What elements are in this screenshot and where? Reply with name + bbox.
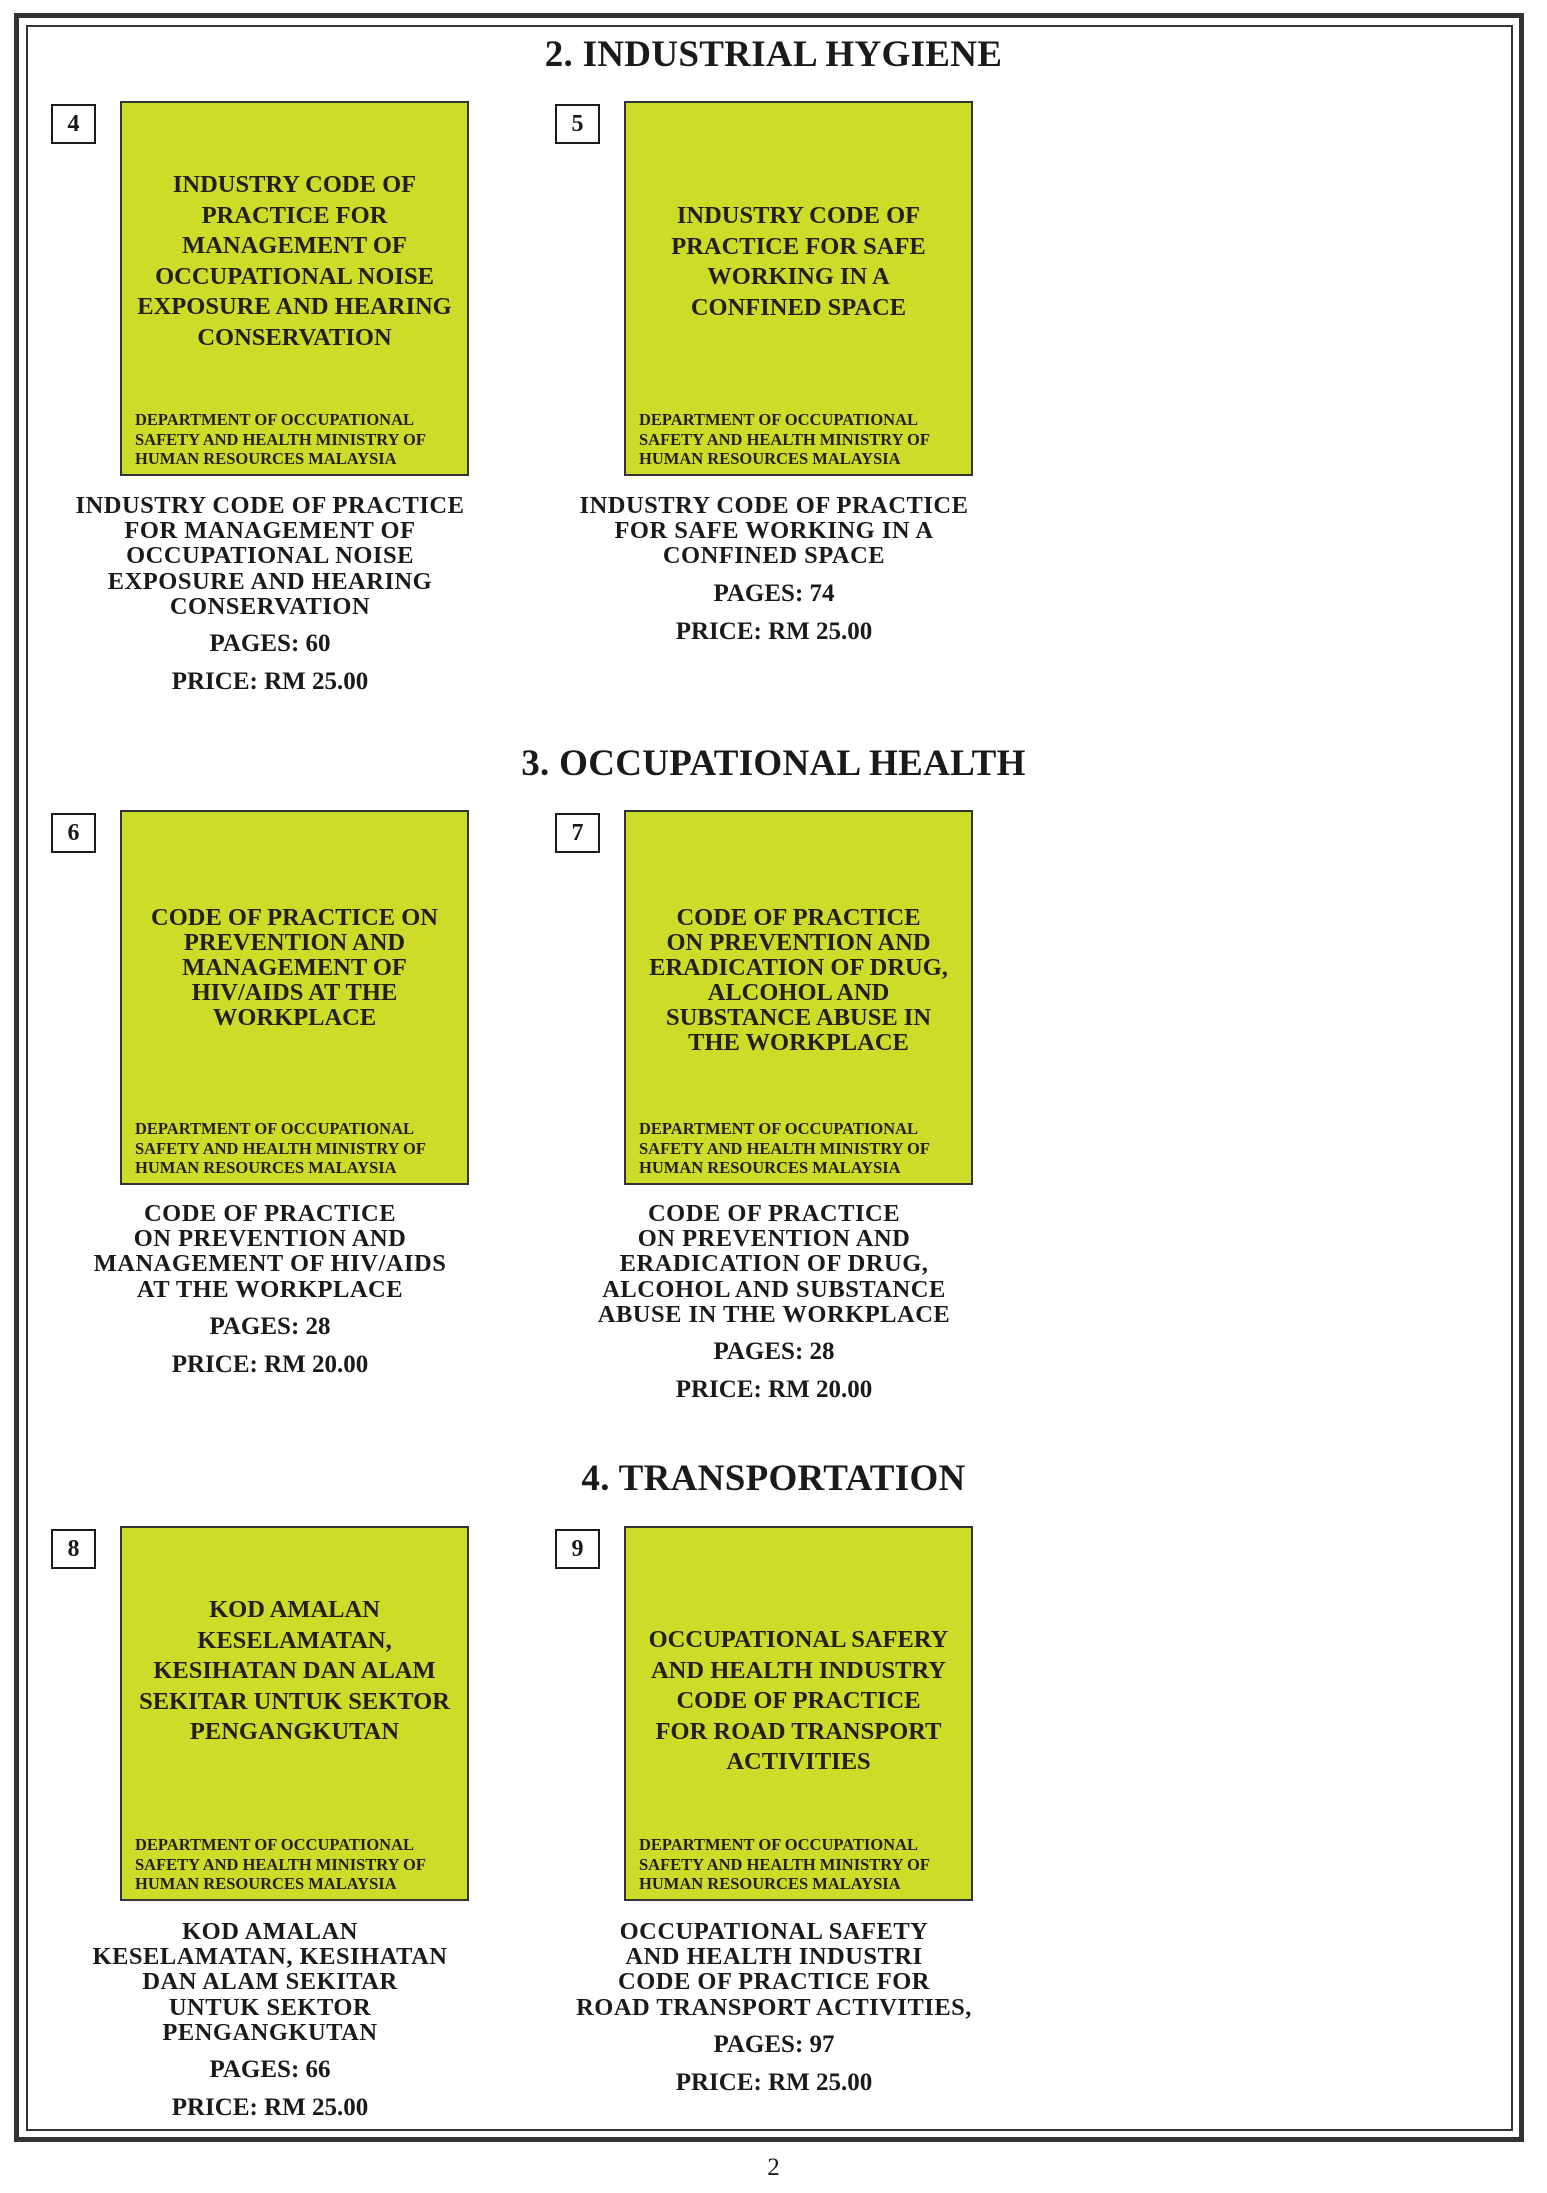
cover-title: CODE OF PRACTICE ON PREVENTION AND MANAGEMENT OF HIV/AIDS AT THE WORKPLACE xyxy=(151,904,438,1031)
book-title: CODE OF PRACTICE ON PREVENTION AND ERADICATION OF DRUG, ALCOHOL AND SUBSTANCE ABUSE IN THE WORKPLACE xyxy=(597,1200,951,1328)
cover-department: DEPARTMENT OF OCCUPATIONAL SAFETY AND HEALTH MINISTRY OF HUMAN RESOURCES MALAYSIA xyxy=(639,1835,930,1894)
book-price: PRICE: RM 20.00 xyxy=(171,1350,369,1378)
cover-department: DEPARTMENT OF OCCUPATIONAL SAFETY AND HEALTH MINISTRY OF HUMAN RESOURCES MALAYSIA xyxy=(639,410,930,469)
cover-department: DEPARTMENT OF OCCUPATIONAL SAFETY AND HEALTH MINISTRY OF HUMAN RESOURCES MALAYSIA xyxy=(639,1119,930,1178)
book-price: PRICE: RM 25.00 xyxy=(675,2068,873,2096)
item-number-badge: 6 xyxy=(51,813,96,853)
book-cover xyxy=(120,1526,469,1901)
item-number-badge: 5 xyxy=(555,104,600,144)
book-pages: PAGES: 60 xyxy=(209,630,331,658)
item-number-badge: 4 xyxy=(51,104,96,144)
book-caption xyxy=(544,1201,1004,1403)
section-title-occupational-health: 3. OCCUPATIONAL HEALTH xyxy=(521,743,1026,784)
book-cover xyxy=(624,1526,973,1901)
item-number-badge: 7 xyxy=(555,813,600,853)
book-pages: PAGES: 66 xyxy=(209,2056,331,2084)
section-title-transportation: 4. TRANSPORTATION xyxy=(581,1458,966,1499)
book-pages: PAGES: 74 xyxy=(713,579,835,607)
cover-title: OCCUPATIONAL SAFERY AND HEALTH INDUSTRY CODE OF PRACTICE FOR ROAD TRANSPORT ACTIVITIES xyxy=(648,1626,949,1775)
book-cover xyxy=(624,101,973,476)
book-title: KOD AMALAN KESELAMATAN, KESIHATAN DAN ALAM SEKITAR UNTUK SEKTOR PENGANGKUTAN xyxy=(92,1918,448,2046)
book-pages: PAGES: 28 xyxy=(209,1312,331,1340)
cover-title: INDUSTRY CODE OF PRACTICE FOR MANAGEMENT OF OCCUPATIONAL NOISE EXPOSURE AND HEARING CONSERVATION xyxy=(137,171,452,351)
book-price: PRICE: RM 25.00 xyxy=(171,668,369,696)
item-number-badge: 8 xyxy=(51,1529,96,1569)
book-cover xyxy=(120,810,469,1185)
cover-title: CODE OF PRACTICE ON PREVENTION AND ERADICATION OF DRUG, ALCOHOL AND SUBSTANCE ABUSE IN THE WORKPLACE xyxy=(649,904,948,1056)
book-price: PRICE: RM 25.00 xyxy=(171,2094,369,2122)
book-caption xyxy=(40,1201,500,1378)
page-number: 2 xyxy=(767,2154,780,2181)
book-price: PRICE: RM 25.00 xyxy=(675,617,873,645)
book-caption xyxy=(544,1919,1004,2096)
book-caption xyxy=(40,1919,500,2121)
book-cover xyxy=(120,101,469,476)
cover-department: DEPARTMENT OF OCCUPATIONAL SAFETY AND HEALTH MINISTRY OF HUMAN RESOURCES MALAYSIA xyxy=(135,1835,426,1894)
section-title-industrial-hygiene: 2. INDUSTRIAL HYGIENE xyxy=(544,34,1003,75)
book-title: INDUSTRY CODE OF PRACTICE FOR MANAGEMENT OF OCCUPATIONAL NOISE EXPOSURE AND HEARING CONSERVATION xyxy=(75,492,465,620)
book-cover xyxy=(624,810,973,1185)
book-caption xyxy=(40,493,500,695)
item-number-badge: 9 xyxy=(555,1529,600,1569)
book-pages: PAGES: 28 xyxy=(713,1338,835,1366)
book-title: OCCUPATIONAL SAFETY AND HEALTH INDUSTRI CODE OF PRACTICE FOR ROAD TRANSPORT ACTIVITIES, xyxy=(576,1918,972,2021)
cover-title: INDUSTRY CODE OF PRACTICE FOR SAFE WORKING IN A CONFINED SPACE xyxy=(671,202,926,321)
book-title: INDUSTRY CODE OF PRACTICE FOR SAFE WORKING IN A CONFINED SPACE xyxy=(579,492,969,570)
book-title: CODE OF PRACTICE ON PREVENTION AND MANAGEMENT OF HIV/AIDS AT THE WORKPLACE xyxy=(93,1200,447,1303)
book-caption xyxy=(544,493,1004,645)
book-pages: PAGES: 97 xyxy=(713,2030,835,2058)
book-price: PRICE: RM 20.00 xyxy=(675,1376,873,1404)
cover-title: KOD AMALAN KESELAMATAN, KESIHATAN DAN ALAM SEKITAR UNTUK SEKTOR PENGANGKUTAN xyxy=(139,1596,450,1745)
cover-department: DEPARTMENT OF OCCUPATIONAL SAFETY AND HEALTH MINISTRY OF HUMAN RESOURCES MALAYSIA xyxy=(135,1119,426,1178)
cover-department: DEPARTMENT OF OCCUPATIONAL SAFETY AND HEALTH MINISTRY OF HUMAN RESOURCES MALAYSIA xyxy=(135,410,426,469)
